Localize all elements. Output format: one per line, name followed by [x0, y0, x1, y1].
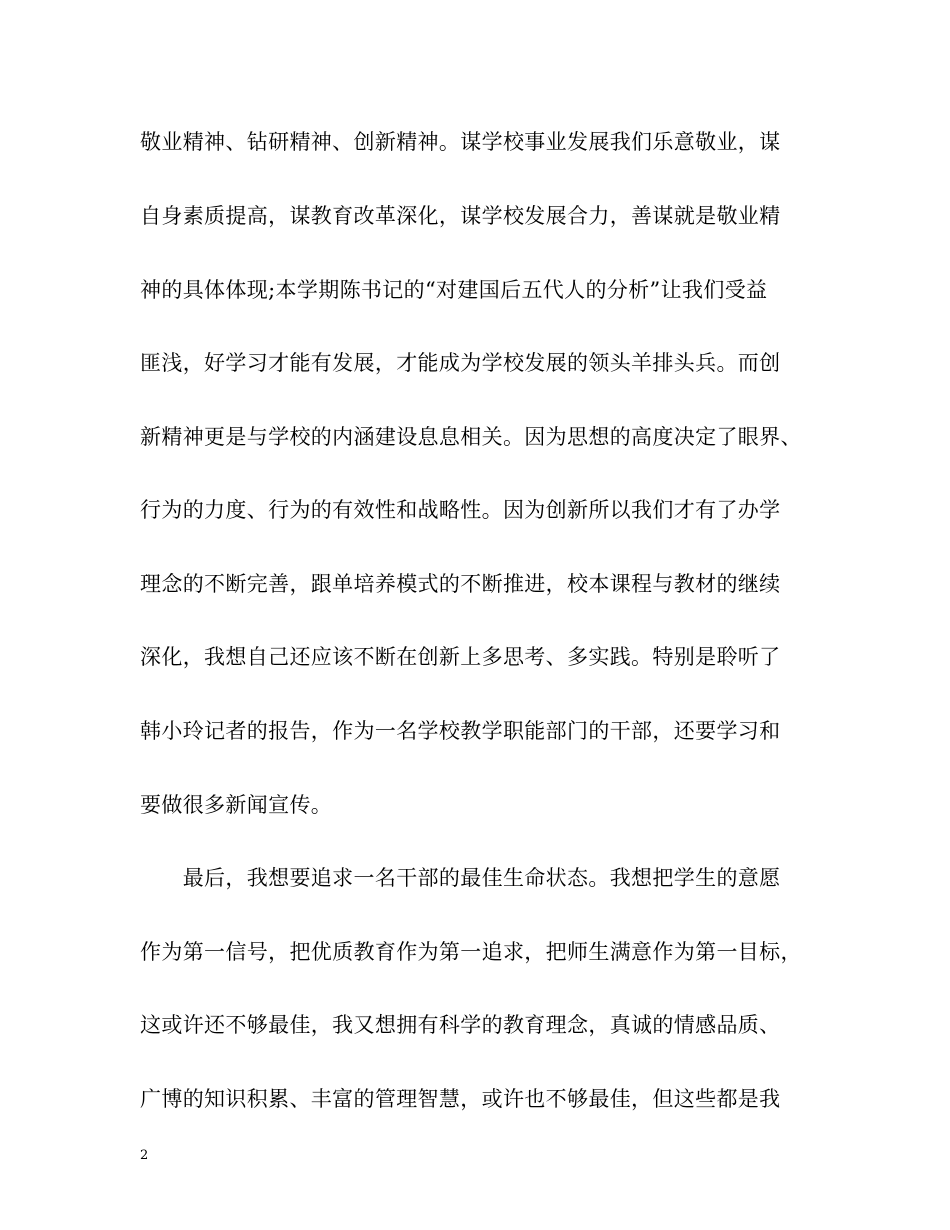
text-line: 韩小玲记者的报告，作为一名学校教学职能部门的干部，还要学习和 [140, 719, 781, 743]
text-line: 作为第一信号，把优质教育作为第一追求，把师生满意作为第一目标， [140, 940, 802, 964]
text-line: 理念的不断完善，跟单培养模式的不断推进，校本课程与教材的继续 [140, 572, 781, 596]
text-line: 行为的力度、行为的有效性和战略性。因为创新所以我们才有了办学 [140, 498, 781, 522]
text-line: 深化，我想自己还应该不断在创新上多思考、多实践。特别是聆听了 [140, 645, 781, 669]
text-line: 新精神更是与学校的内涵建设息息相关。因为思想的高度决定了眼界、 [140, 425, 802, 449]
text-line: 广博的知识积累、丰富的管理智慧，或许也不够最佳，但这些都是我 [140, 1087, 781, 1111]
page-number: 2 [140, 1148, 149, 1163]
text-line: 要做很多新闻宣传。 [140, 793, 333, 817]
text-line: 自身素质提高，谋教育改革深化，谋学校发展合力，善谋就是敬业精 [140, 204, 781, 228]
text-line: 敬业精神、钻研精神、创新精神。谋学校事业发展我们乐意敬业，谋 [140, 130, 781, 154]
text-line: 匪浅，好学习才能有发展，才能成为学校发展的领头羊排头兵。而创 [140, 351, 781, 375]
text-line: 这或许还不够最佳，我又想拥有科学的教育理念，真诚的情感品质、 [140, 1013, 781, 1037]
text-line: 最后，我想要追求一名干部的最佳生命状态。我想把学生的意愿 [140, 866, 781, 890]
text-line: 神的具体体现;本学期陈书记的“对建国后五代人的分析”让我们受益 [140, 278, 768, 302]
